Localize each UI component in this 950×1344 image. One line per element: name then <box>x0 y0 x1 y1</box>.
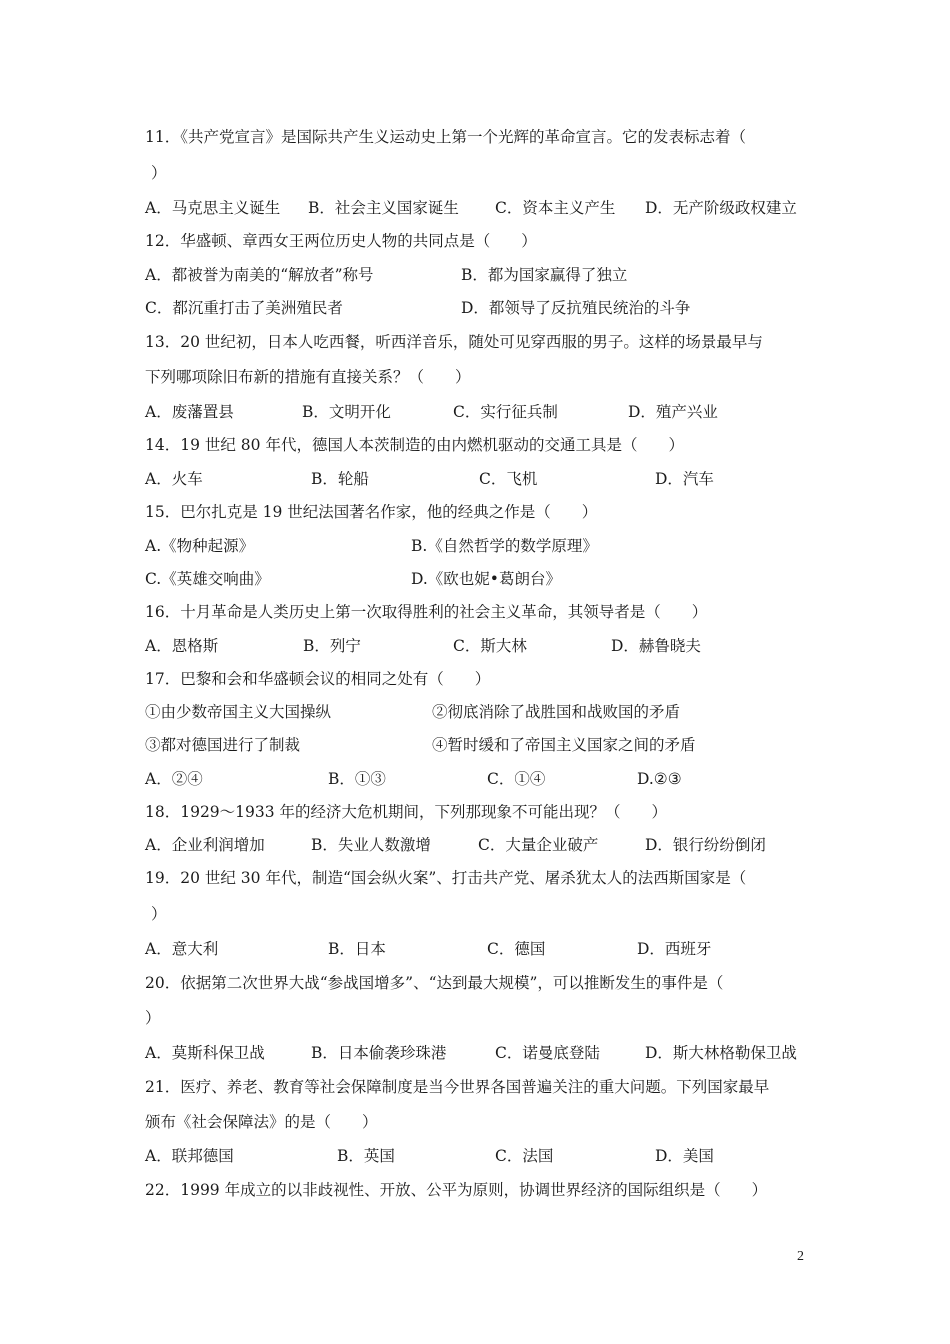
option-c: C.《英雄交响曲》 <box>145 570 270 588</box>
option-a: A．马克思主义诞生 <box>145 199 281 217</box>
question-20-stem-cont: ） <box>145 1009 161 1027</box>
question-18-stem: 18．1929～1933 年的经济大危机期间，下列那现象不可能出现？（ ） <box>145 803 668 821</box>
page-number: 2 <box>797 1249 804 1264</box>
option-b: B．①③ <box>328 770 386 788</box>
option-c: C．斯大林 <box>453 637 527 655</box>
question-12-stem: 12．华盛顿、章西女王两位历史人物的共同点是（ ） <box>145 232 537 250</box>
option-c: C．法国 <box>495 1147 554 1165</box>
option-a: A．火车 <box>145 470 203 488</box>
option-c: C．①④ <box>487 770 546 788</box>
question-21-stem-cont: 颁布《社会保障法》的是（ ） <box>145 1113 378 1131</box>
option-b: B．日本偷袭珍珠港 <box>311 1044 447 1062</box>
option-b: B．都为国家赢得了独立 <box>461 266 628 284</box>
question-19-stem: 19．20 世纪 30 年代，制造“国会纵火案”、打击共产党、屠杀犹太人的法西斯国家是（ <box>145 869 747 887</box>
option-c: C．都沉重打击了美洲殖民者 <box>145 299 343 317</box>
question-13-stem: 13．20 世纪初，日本人吃西餐，听西洋音乐，随处可见穿西服的男子。这样的场景最早与 <box>145 333 763 351</box>
statement-3: ③都对德国进行了制裁 <box>145 736 301 754</box>
option-b: B．日本 <box>328 940 386 958</box>
option-c: C．实行征兵制 <box>453 403 558 421</box>
option-d: D．西班牙 <box>637 940 712 958</box>
option-a: A．都被誉为南美的“解放者”称号 <box>145 266 374 284</box>
option-a: A．意大利 <box>145 940 219 958</box>
option-d: D．汽车 <box>655 470 714 488</box>
question-20-stem: 20．依据第二次世界大战“参战国增多”、“达到最大规模”，可以推断发生的事件是（ <box>145 974 724 992</box>
option-a: A．莫斯科保卫战 <box>145 1044 265 1062</box>
option-d: D．都领导了反抗殖民统治的斗争 <box>461 299 691 317</box>
question-22-stem: 22．1999 年成立的以非歧视性、开放、公平为原则，协调世界经济的国际组织是（ ） <box>145 1181 768 1199</box>
option-a: A．恩格斯 <box>145 637 219 655</box>
option-c: C．德国 <box>487 940 546 958</box>
option-a: A．企业利润增加 <box>145 836 265 854</box>
option-a: A．②④ <box>145 770 203 788</box>
question-19-stem-cont: ） <box>151 905 167 923</box>
option-d: D.②③ <box>637 770 682 788</box>
statement-1: ①由少数帝国主义大国操纵 <box>145 703 332 721</box>
option-d: D．无产阶级政权建立 <box>645 199 797 217</box>
question-13-stem-cont: 下列哪项除旧布新的措施有直接关系？（ ） <box>145 368 471 386</box>
option-c: C．诺曼底登陆 <box>495 1044 600 1062</box>
question-15-stem: 15．巴尔扎克是 19 世纪法国著名作家，他的经典之作是（ ） <box>145 503 598 521</box>
statement-2: ②彻底消除了战胜国和战败国的矛盾 <box>432 703 681 721</box>
option-d: D．美国 <box>655 1147 714 1165</box>
option-a: A．废藩置县 <box>145 403 234 421</box>
option-d: D．银行纷纷倒闭 <box>645 836 766 854</box>
statement-4: ④暂时缓和了帝国主义国家之间的矛盾 <box>432 736 696 754</box>
question-16-stem: 16．十月革命是人类历史上第一次取得胜利的社会主义革命，其领导者是（ ） <box>145 603 708 621</box>
option-b: B．文明开化 <box>302 403 391 421</box>
question-11-stem: 11．《共产党宣言》是国际共产生义运动史上第一个光辉的革命宣言。它的发表标志着（ <box>145 128 746 146</box>
option-c: C．飞机 <box>479 470 538 488</box>
option-a: A.《物种起源》 <box>145 537 255 555</box>
option-b: B．失业人数激增 <box>311 836 431 854</box>
option-c: C．资本主义产生 <box>495 199 616 217</box>
option-b: B．英国 <box>337 1147 395 1165</box>
option-c: C．大量企业破产 <box>478 836 599 854</box>
option-d: D．赫鲁晓夫 <box>611 637 701 655</box>
option-b: B．轮船 <box>311 470 369 488</box>
option-d: D．斯大林格勒保卫战 <box>645 1044 797 1062</box>
option-b: B．社会主义国家诞生 <box>308 199 459 217</box>
option-b: B．列宁 <box>303 637 361 655</box>
option-a: A．联邦德国 <box>145 1147 234 1165</box>
option-b: B.《自然哲学的数学原理》 <box>411 537 598 555</box>
question-14-stem: 14．19 世纪 80 年代，德国人本茨制造的由内燃机驱动的交通工具是（ ） <box>145 436 684 454</box>
question-17-stem: 17．巴黎和会和华盛顿会议的相同之处有（ ） <box>145 670 491 688</box>
question-11-stem-cont: ） <box>151 164 167 182</box>
option-d: D．殖产兴业 <box>628 403 718 421</box>
option-d: D.《欧也妮•葛朗台》 <box>411 570 561 588</box>
question-21-stem: 21．医疗、养老、教育等社会保障制度是当今世界各国普遍关注的重大问题。下列国家最早 <box>145 1078 770 1096</box>
